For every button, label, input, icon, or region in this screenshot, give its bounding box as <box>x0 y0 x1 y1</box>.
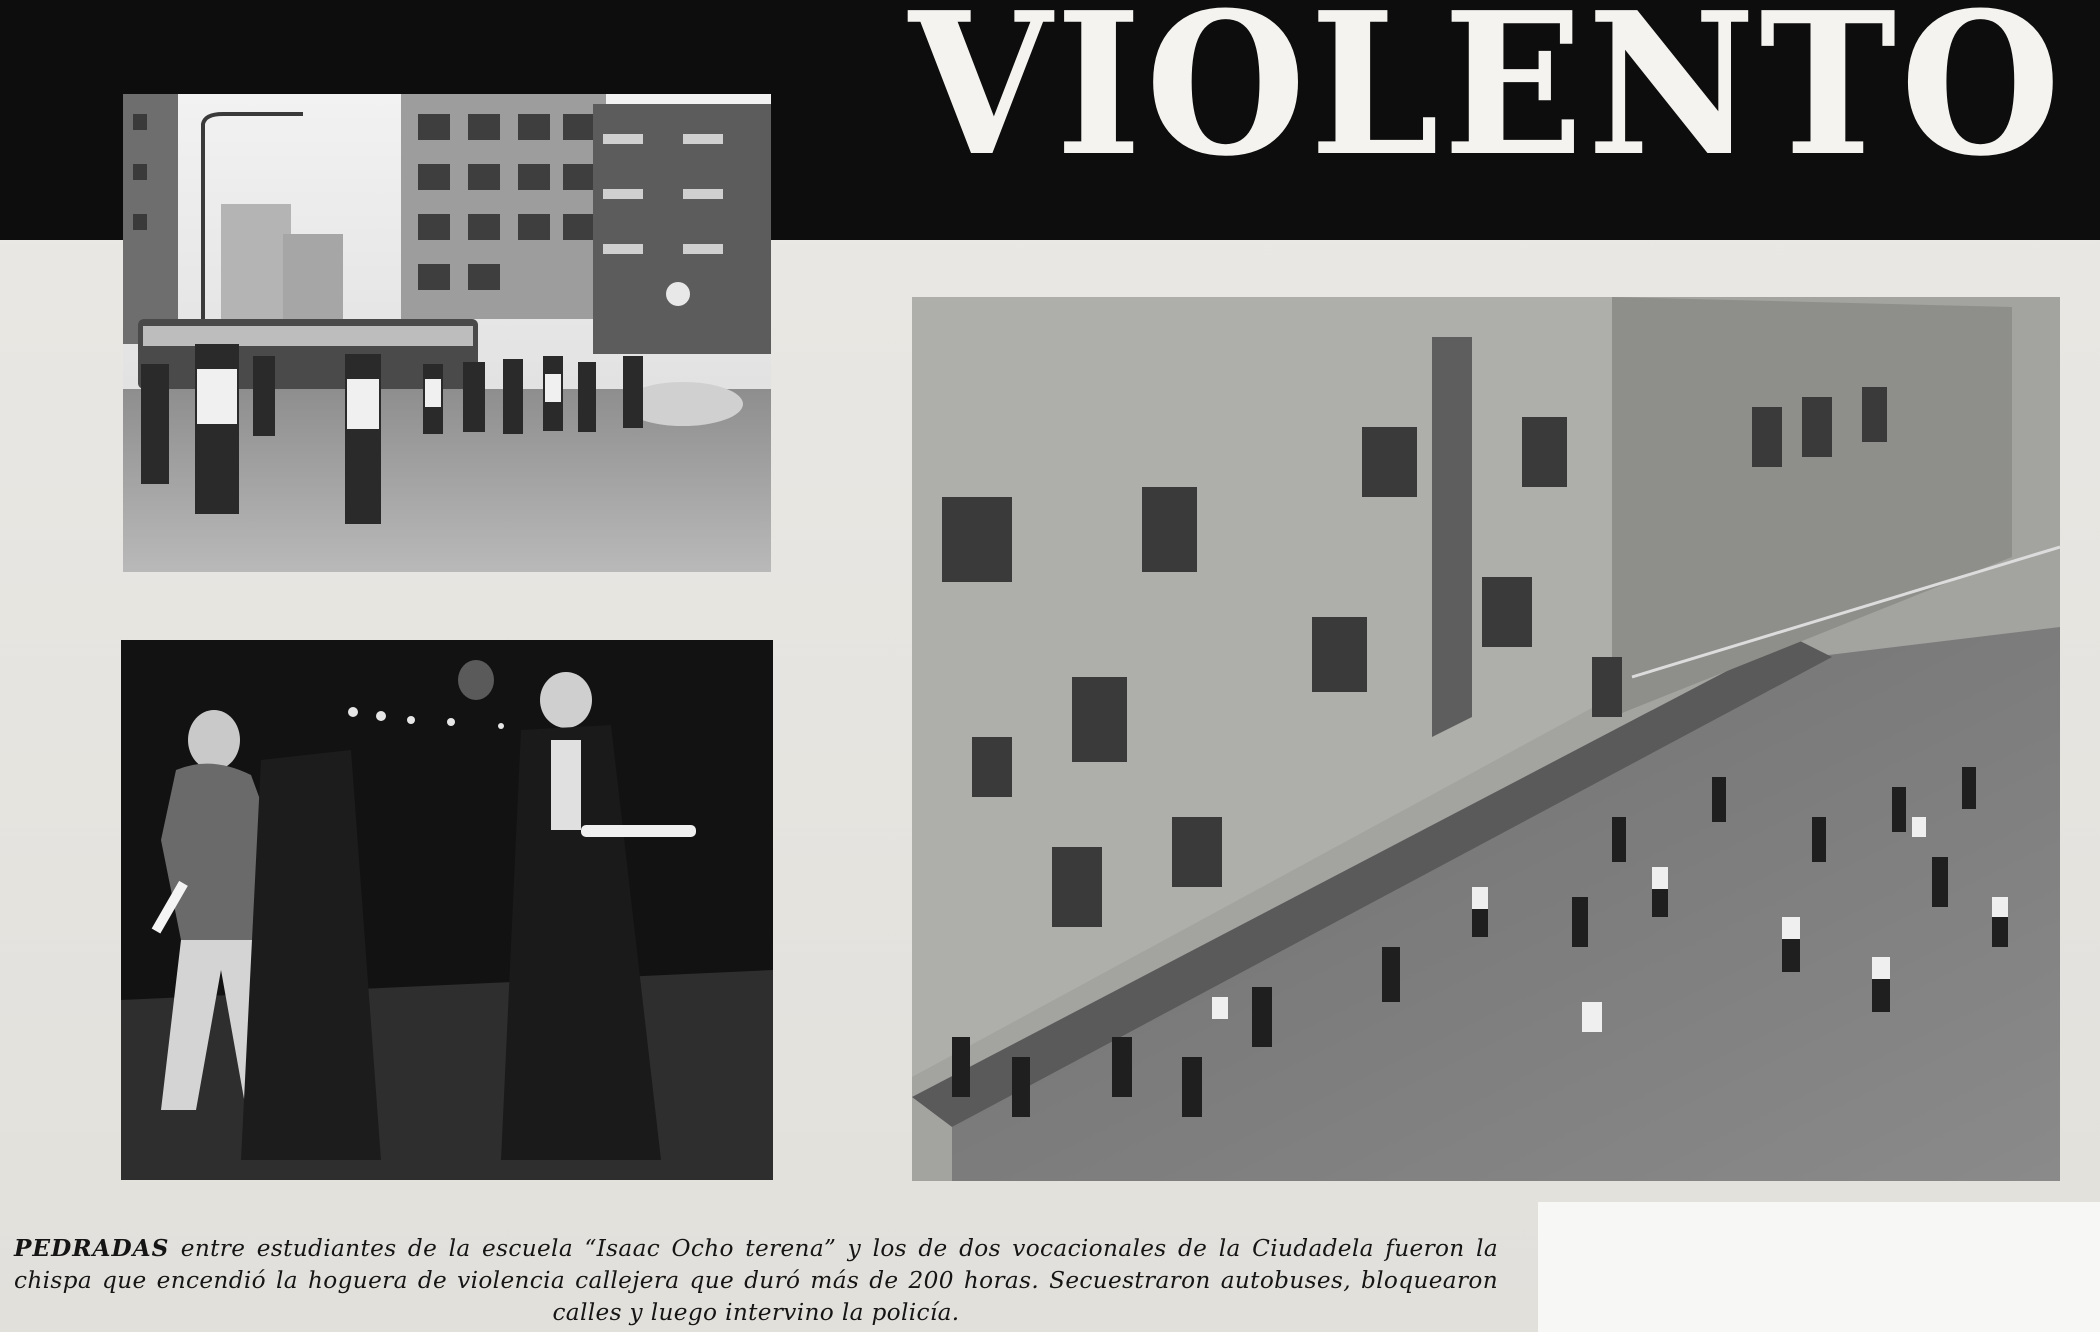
students-running-street-photo <box>912 297 2060 1181</box>
street-intersection-photo <box>123 94 771 572</box>
headline-box <box>840 0 2100 168</box>
police-detaining-student-photo <box>121 640 773 1180</box>
caption-corner-white <box>1538 1202 2100 1332</box>
headline-title: VIOLENTO <box>908 0 2064 168</box>
crowd-photo-image <box>912 297 2060 1181</box>
street-photo-image <box>123 94 771 572</box>
caption-text: entre estudiantes de la escuela “Isaac Ocho terena” y los de dos vocacionales de la Ciudadela fueron la chispa que encendió la hoguera de violencia callejera que duró más de 200 horas. Secuestraron autobuses, bloquearon calles y luego intervino la policía. <box>14 1235 1498 1327</box>
caption-lead: PEDRADAS <box>14 1235 170 1263</box>
police-photo-image <box>121 640 773 1180</box>
photo-caption <box>14 1233 1498 1329</box>
